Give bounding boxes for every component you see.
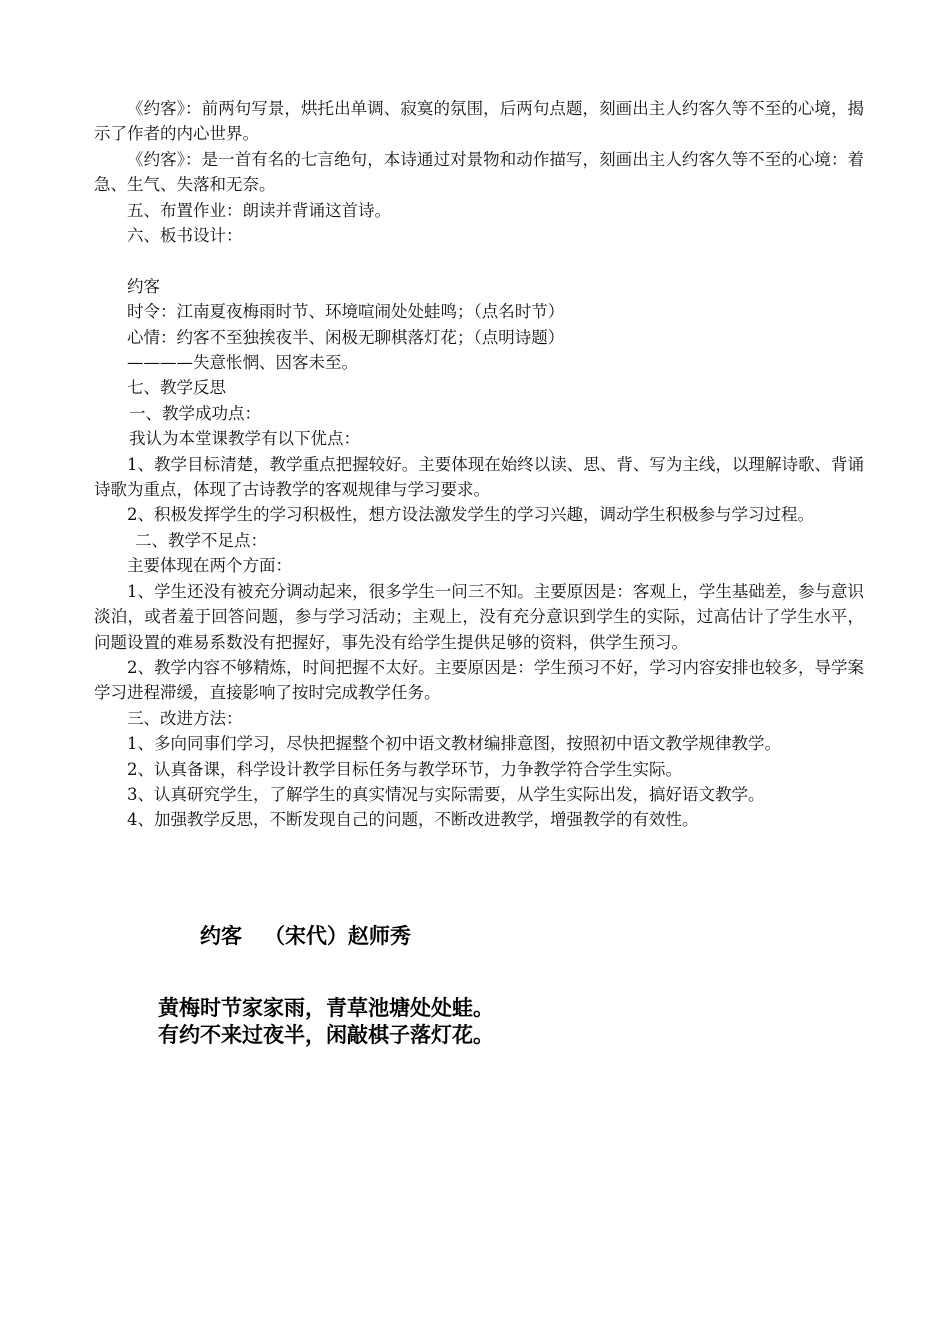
poem-author: （宋代）赵师秀 (263, 924, 411, 948)
board-season-line: 时令：江南夏夜梅雨时节、环境喧闹处处蛙鸣；（点名时节） (127, 302, 565, 322)
section-homework: 五、布置作业：朗读并背诵这首诗。 (127, 200, 391, 220)
reflection-shortcoming-2: 2、教学内容不够精炼，时间把握不太好。主要原因是：学生预习不好，学习内容安排也较多，导学案学习进程滞缓，直接影响了按时完成教学任务。 (94, 657, 864, 703)
lesson-plan-body (94, 96, 864, 833)
board-title: 约客 (127, 276, 160, 296)
reflection-success-heading: 一、教学成功点： (129, 403, 261, 423)
reflection-shortcoming-heading: 二、教学不足点： (135, 530, 267, 550)
reflection-success-1: 1、教学目标清楚，教学重点把握较好。主要体现在始终以读、思、背、写为主线，以理解诗歌、背诵诗歌为重点，体现了古诗教学的客观规律与学习要求。 (94, 454, 864, 500)
reflection-success-intro: 我认为本堂课教学有以下优点： (129, 429, 360, 449)
blank-line (94, 248, 864, 273)
section-reflection: 七、教学反思 (127, 378, 226, 398)
reflection-shortcoming-1: 1、学生还没有被充分调动起来，很多学生一问三不知。主要原因是：客观上，学生基础差，参与意识淡泊，或者羞于回答问题，参与学习活动；主观上，没有充分意识到学生的实际，过高估计了学生水平，问题设置的难易系数没有把握好，事先没有给学生提供足够的资料，供学生预习。 (94, 581, 864, 652)
section-board-design: 六、板书设计： (127, 226, 243, 246)
reflection-shortcoming-intro: 主要体现在两个方面： (127, 556, 292, 576)
reflection-improve-3: 3、认真研究学生，了解学生的真实情况与实际需要，从学生实际出发，搞好语文教学。 (127, 784, 765, 804)
paragraph-summary-2: 《约客》：是一首有名的七言绝句，本诗通过对景物和动作描写，刻画出主人约客久等不至的心境：着急、生气、失落和无奈。 (94, 149, 864, 195)
board-conclusion-line: ————失意怅惘、因客未至。 (127, 353, 358, 373)
poem-line-1: 黄梅时节家家雨，青草池塘处处蛙。 (158, 996, 494, 1020)
reflection-improve-1: 1、多向同事们学习，尽快把握整个初中语文教材编排意图，按照初中语文教学规律教学。 (127, 734, 781, 754)
reflection-improve-heading: 三、改进方法： (127, 708, 243, 728)
board-mood-line: 心情：约客不至独挨夜半、闲极无聊棋落灯花；（点明诗题） (127, 327, 565, 347)
poem-line-2: 有约不来过夜半，闲敲棋子落灯花。 (158, 1023, 494, 1047)
reflection-improve-4: 4、加强教学反思，不断发现自己的问题，不断改进教学，增强教学的有效性。 (127, 810, 699, 830)
paragraph-summary-1: 《约客》：前两句写景，烘托出单调、寂寞的氛围，后两句点题，刻画出主人约客久等不至的心境，揭示了作者的内心世界。 (94, 99, 864, 144)
poem-heading (200, 920, 411, 950)
reflection-improve-2: 2、认真备课，科学设计教学目标任务与教学环节，力争教学符合学生实际。 (127, 759, 682, 779)
reflection-success-2: 2、积极发挥学生的学习积极性，想方设法激发学生的学习兴趣，调动学生积极参与学习过程。 (127, 505, 814, 525)
poem-title: 约客 (200, 924, 242, 948)
